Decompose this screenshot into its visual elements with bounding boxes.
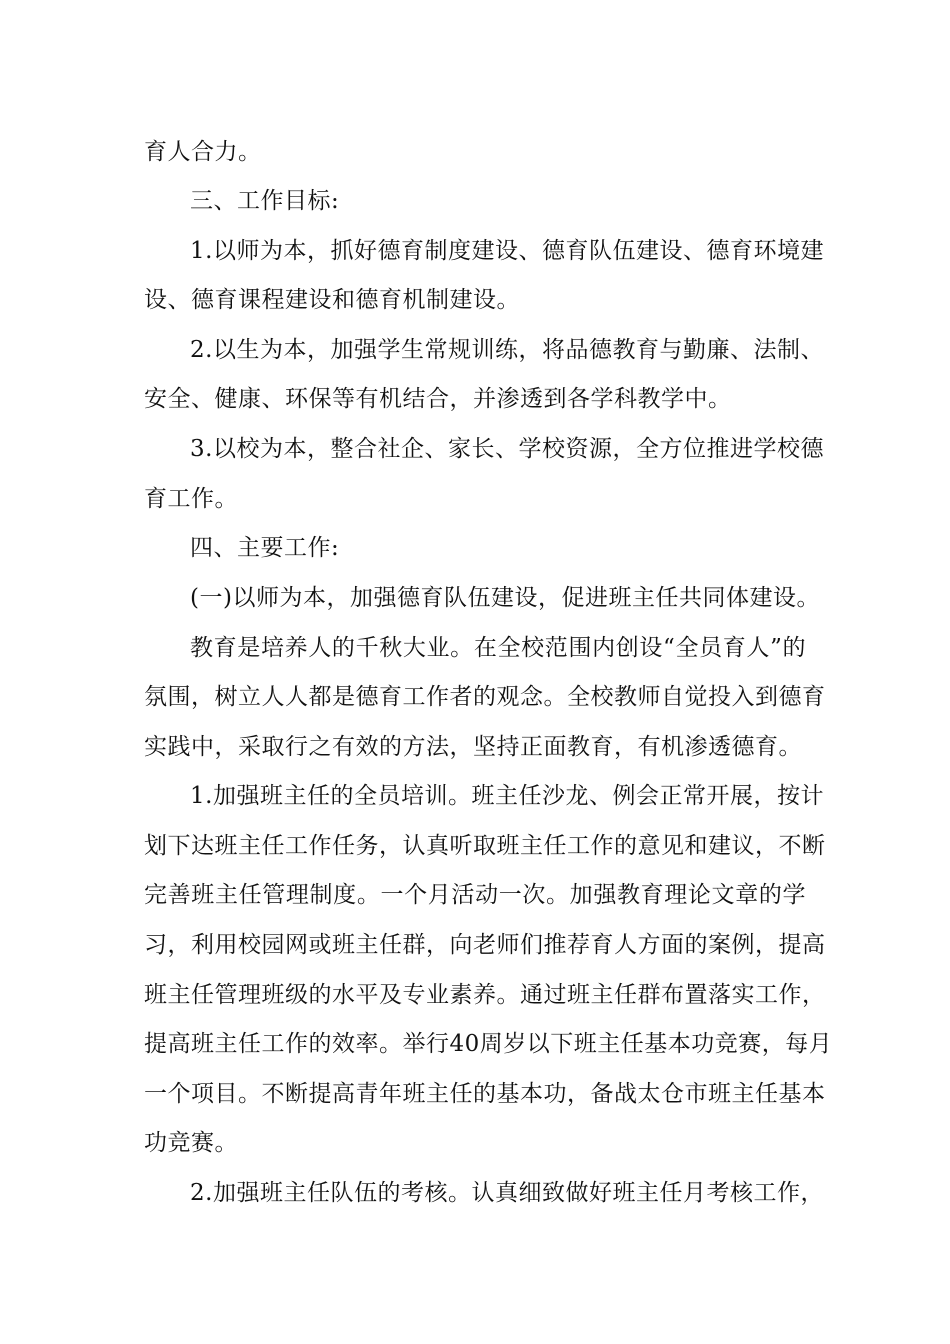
text-line: 习，利用校园网或班主任群，向老师们推荐育人方面的案例，提高 <box>144 932 826 958</box>
text-line: 一个项目。不断提高青年班主任的基本功，备战太仓市班主任基本 <box>144 1081 826 1107</box>
subsection-heading: (一)以师为本，加强德育队伍建设，促进班主任共同体建设。 <box>190 585 820 611</box>
text-line: 氛围，树立人人都是德育工作者的观念。全校教师自觉投入到德育 <box>144 684 826 710</box>
text-line: 功竞赛。 <box>144 1130 238 1156</box>
text-line: 提高班主任工作的效率。举行40周岁以下班主任基本功竞赛，每月 <box>144 1031 833 1057</box>
text-line: 1.加强班主任的全员培训。班主任沙龙、例会正常开展，按计 <box>190 783 824 809</box>
text-line: 班主任管理班级的水平及专业素养。通过班主任群布置落实工作， <box>144 982 826 1008</box>
text-line: 育人合力。 <box>144 139 262 165</box>
text-line: 2.以生为本，加强学生常规训练，将品德教育与勤廉、法制、 <box>190 337 824 363</box>
text-line: 划下达班主任工作任务，认真听取班主任工作的意见和建议，不断 <box>144 833 826 859</box>
text-line: 实践中，采取行之有效的方法，坚持正面教育，有机渗透德育。 <box>144 734 802 760</box>
text-line: 设、德育课程建设和德育机制建设。 <box>144 287 520 313</box>
text-line: 3.以校为本，整合社企、家长、学校资源，全方位推进学校德 <box>190 436 824 462</box>
text-line: 完善班主任管理制度。一个月活动一次。加强教育理论文章的学 <box>144 882 806 908</box>
text-line: 1.以师为本，抓好德育制度建设、德育队伍建设、德育环境建 <box>190 238 824 264</box>
section-heading: 三、工作目标: <box>190 188 340 214</box>
text-line: 教育是培养人的千秋大业。在全校范围内创设“全员育人”的 <box>190 635 806 661</box>
text-line: 育工作。 <box>144 486 238 512</box>
text-line: 安全、健康、环保等有机结合，并渗透到各学科教学中。 <box>144 386 732 412</box>
section-heading: 四、主要工作: <box>190 535 340 561</box>
text-line: 2.加强班主任队伍的考核。认真细致做好班主任月考核工作， <box>190 1180 824 1206</box>
